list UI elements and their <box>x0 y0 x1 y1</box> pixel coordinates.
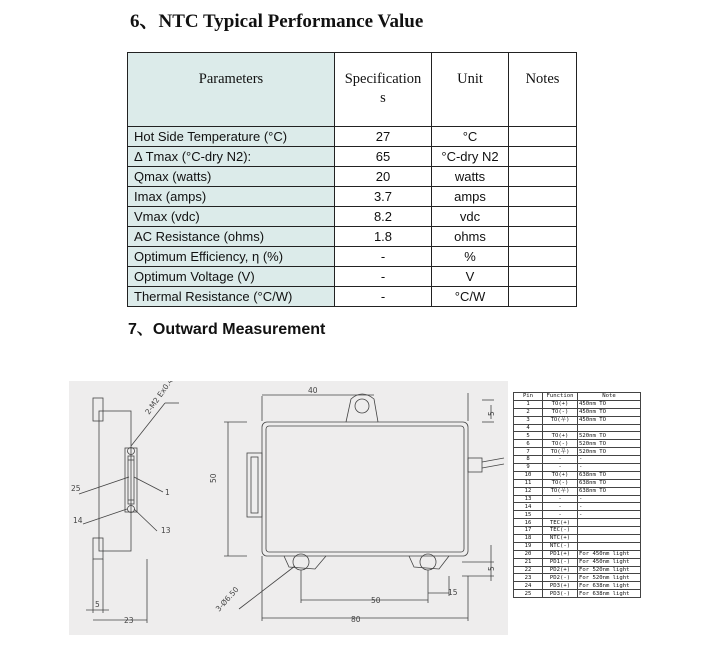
pin-note-cell <box>578 535 641 543</box>
pin-function-cell: TO(무) <box>543 487 578 495</box>
top-view <box>224 393 504 621</box>
pin-function-cell: PD2(-) <box>543 574 578 582</box>
header-notes: Notes <box>509 53 577 127</box>
dim-50-bottom-label: 50 <box>371 596 381 605</box>
specification-cell: - <box>335 287 432 307</box>
pin-function-cell: TO(+) <box>543 471 578 479</box>
pin-note-cell: - <box>578 456 641 464</box>
pin-function-cell: PD3(+) <box>543 582 578 590</box>
table-row <box>128 267 577 287</box>
pin-function-cell: PD3(-) <box>543 590 578 598</box>
specification-cell: - <box>335 267 432 287</box>
pin-header: Pin <box>514 393 543 401</box>
dim-23-label: 23 <box>124 616 134 625</box>
pin-row <box>514 432 641 440</box>
specification-cell: 3.7 <box>335 187 432 207</box>
notes-cell <box>509 187 577 207</box>
unit-cell: vdc <box>432 207 509 227</box>
unit-cell: % <box>432 247 509 267</box>
pin-note-cell: 520nm TO <box>578 440 641 448</box>
pin-row <box>514 471 641 479</box>
section-6-title: 6、NTC Typical Performance Value <box>130 11 424 32</box>
specification-cell: - <box>335 247 432 267</box>
function-header: Function <box>543 393 578 401</box>
side-view <box>79 398 179 623</box>
pin-row <box>514 519 641 527</box>
table-row <box>128 187 577 207</box>
pin-note-cell: For 520nm light <box>578 566 641 574</box>
dim-14-label: 14 <box>73 516 83 525</box>
pin-function-cell: TO(-) <box>543 440 578 448</box>
pin-number-cell: 8 <box>514 456 543 464</box>
pin-function-cell: TO(+) <box>543 400 578 408</box>
pin-note-cell: For 450nm light <box>578 558 641 566</box>
pin-function-cell: TO(무) <box>543 416 578 424</box>
pin-row <box>514 590 641 598</box>
parameter-cell: Vmax (vdc) <box>128 207 335 227</box>
pin-number-cell: 11 <box>514 479 543 487</box>
pin-function-cell: TO(-) <box>543 408 578 416</box>
pin-note-cell: 638nm TO <box>578 471 641 479</box>
pin-function-cell: TO(-) <box>543 479 578 487</box>
pin-row <box>514 495 641 503</box>
pin-row <box>514 479 641 487</box>
pin-row <box>514 424 641 432</box>
unit-cell: V <box>432 267 509 287</box>
parameter-cell: Optimum Voltage (V) <box>128 267 335 287</box>
table-row <box>128 167 577 187</box>
pin-note-cell: 450nm TO <box>578 400 641 408</box>
section-7-title: 7、Outward Measurement <box>128 321 326 338</box>
pin-number-cell: 14 <box>514 503 543 511</box>
specification-cell: 20 <box>335 167 432 187</box>
notes-cell <box>509 167 577 187</box>
pin-function-cell: PD1(-) <box>543 558 578 566</box>
dim-1-label: 1 <box>165 488 170 497</box>
header-unit: Unit <box>432 53 509 127</box>
pin-note-cell: - <box>578 503 641 511</box>
pin-function-cell: NTC(-) <box>543 542 578 550</box>
unit-cell: °C-dry N2 <box>432 147 509 167</box>
outline-drawing-svg <box>69 381 508 635</box>
pin-number-cell: 9 <box>514 464 543 472</box>
pin-number-cell: 4 <box>514 424 543 432</box>
table-row <box>128 247 577 267</box>
specification-cell: 8.2 <box>335 207 432 227</box>
pin-note-cell <box>578 519 641 527</box>
pin-function-cell: - <box>543 464 578 472</box>
parameter-cell: AC Resistance (ohms) <box>128 227 335 247</box>
pin-row <box>514 511 641 519</box>
pin-note-cell: For 638nm light <box>578 590 641 598</box>
pin-note-cell <box>578 527 641 535</box>
specification-cell: 1.8 <box>335 227 432 247</box>
pin-function-cell: PD1(+) <box>543 550 578 558</box>
header-parameters: Parameters <box>128 53 335 127</box>
pin-function-cell: - <box>543 503 578 511</box>
pin-number-cell: 15 <box>514 511 543 519</box>
dim-13-label: 13 <box>161 526 171 535</box>
table-row <box>128 227 577 247</box>
pin-row <box>514 440 641 448</box>
dim-5-top-label: 5 <box>487 411 496 416</box>
pin-row <box>514 535 641 543</box>
unit-cell: ohms <box>432 227 509 247</box>
pin-row <box>514 542 641 550</box>
table-row <box>128 207 577 227</box>
pin-number-cell: 21 <box>514 558 543 566</box>
pin-row <box>514 566 641 574</box>
pin-number-cell: 10 <box>514 471 543 479</box>
dim-25-label: 25 <box>71 484 81 493</box>
pin-row <box>514 487 641 495</box>
pin-row <box>514 408 641 416</box>
specification-cell: 65 <box>335 147 432 167</box>
pin-function-cell: - <box>543 511 578 519</box>
pin-number-cell: 24 <box>514 582 543 590</box>
pin-number-cell: 19 <box>514 542 543 550</box>
pin-row <box>514 448 641 456</box>
parameter-cell: Optimum Efficiency, η (%) <box>128 247 335 267</box>
pin-row <box>514 558 641 566</box>
notes-cell <box>509 267 577 287</box>
specification-cell: 27 <box>335 127 432 147</box>
notes-cell <box>509 207 577 227</box>
ntc-performance-table <box>127 52 577 307</box>
pin-note-cell: - <box>578 511 641 519</box>
pin-assignment-table <box>513 392 641 598</box>
table-header-row <box>128 53 577 127</box>
pin-number-cell: 1 <box>514 400 543 408</box>
pin-number-cell: 6 <box>514 440 543 448</box>
pin-function-cell: - <box>543 495 578 503</box>
pin-number-cell: 22 <box>514 566 543 574</box>
notes-cell <box>509 227 577 247</box>
table-row <box>128 147 577 167</box>
parameter-cell: Imax (amps) <box>128 187 335 207</box>
pin-note-cell: 450nm TO <box>578 408 641 416</box>
pin-function-cell: PD2(+) <box>543 566 578 574</box>
pin-note-cell: - <box>578 464 641 472</box>
unit-cell: °C/W <box>432 287 509 307</box>
pin-note-cell <box>578 542 641 550</box>
notes-cell <box>509 127 577 147</box>
parameter-cell: Thermal Resistance (°C/W) <box>128 287 335 307</box>
pin-note-cell: 520nm TO <box>578 432 641 440</box>
pin-note-cell: 520nm TO <box>578 448 641 456</box>
dim-80-label: 80 <box>351 615 361 624</box>
pin-number-cell: 7 <box>514 448 543 456</box>
notes-cell <box>509 287 577 307</box>
pin-table-header-row <box>514 393 641 401</box>
pin-note-cell: For 638nm light <box>578 582 641 590</box>
outline-drawing <box>69 381 508 635</box>
pin-number-cell: 23 <box>514 574 543 582</box>
pin-row <box>514 400 641 408</box>
pin-row <box>514 456 641 464</box>
parameter-cell: Qmax (watts) <box>128 167 335 187</box>
table-row <box>128 127 577 147</box>
table-row <box>128 287 577 307</box>
pin-number-cell: 20 <box>514 550 543 558</box>
dim-50-side-label: 50 <box>209 473 218 483</box>
dia-note-label: 3-Ø6.50 <box>213 584 241 614</box>
pin-function-cell: TEC(+) <box>543 519 578 527</box>
pin-row <box>514 464 641 472</box>
pin-function-cell: TO(+) <box>543 432 578 440</box>
pin-row <box>514 527 641 535</box>
pin-row <box>514 582 641 590</box>
header-specification: Specification s <box>335 53 432 127</box>
pin-function-cell <box>543 424 578 432</box>
hole-note-label: 2-M2 Ex0.45 <box>143 381 178 417</box>
unit-cell: amps <box>432 187 509 207</box>
pin-note-cell: 638nm TO <box>578 487 641 495</box>
notes-cell <box>509 147 577 167</box>
pin-note-cell: - <box>578 495 641 503</box>
pin-note-cell: For 520nm light <box>578 574 641 582</box>
pin-number-cell: 16 <box>514 519 543 527</box>
pin-note-cell: 638nm TO <box>578 479 641 487</box>
parameter-cell: Δ Tmax (°C-dry N2): <box>128 147 335 167</box>
dim-5-right-label: 5 <box>487 566 496 571</box>
dim-5-left-label: 5 <box>95 600 100 609</box>
pin-number-cell: 2 <box>514 408 543 416</box>
note-header: Note <box>578 393 641 401</box>
pin-number-cell: 13 <box>514 495 543 503</box>
unit-cell: watts <box>432 167 509 187</box>
parameter-cell: Hot Side Temperature (°C) <box>128 127 335 147</box>
pin-note-cell: For 450nm light <box>578 550 641 558</box>
pin-number-cell: 18 <box>514 535 543 543</box>
pin-row <box>514 416 641 424</box>
pin-function-cell: TEC(-) <box>543 527 578 535</box>
pin-number-cell: 25 <box>514 590 543 598</box>
unit-cell: °C <box>432 127 509 147</box>
pin-note-cell <box>578 424 641 432</box>
pin-function-cell: - <box>543 456 578 464</box>
dim-40-label: 40 <box>308 386 318 395</box>
pin-row <box>514 574 641 582</box>
pin-function-cell: NTC(+) <box>543 535 578 543</box>
pin-function-cell: TO(무) <box>543 448 578 456</box>
notes-cell <box>509 247 577 267</box>
pin-number-cell: 12 <box>514 487 543 495</box>
pin-row <box>514 503 641 511</box>
pin-number-cell: 17 <box>514 527 543 535</box>
pin-number-cell: 3 <box>514 416 543 424</box>
pin-note-cell: 450nm TO <box>578 416 641 424</box>
pin-row <box>514 550 641 558</box>
pin-number-cell: 5 <box>514 432 543 440</box>
dim-15-label: 15 <box>448 588 458 597</box>
